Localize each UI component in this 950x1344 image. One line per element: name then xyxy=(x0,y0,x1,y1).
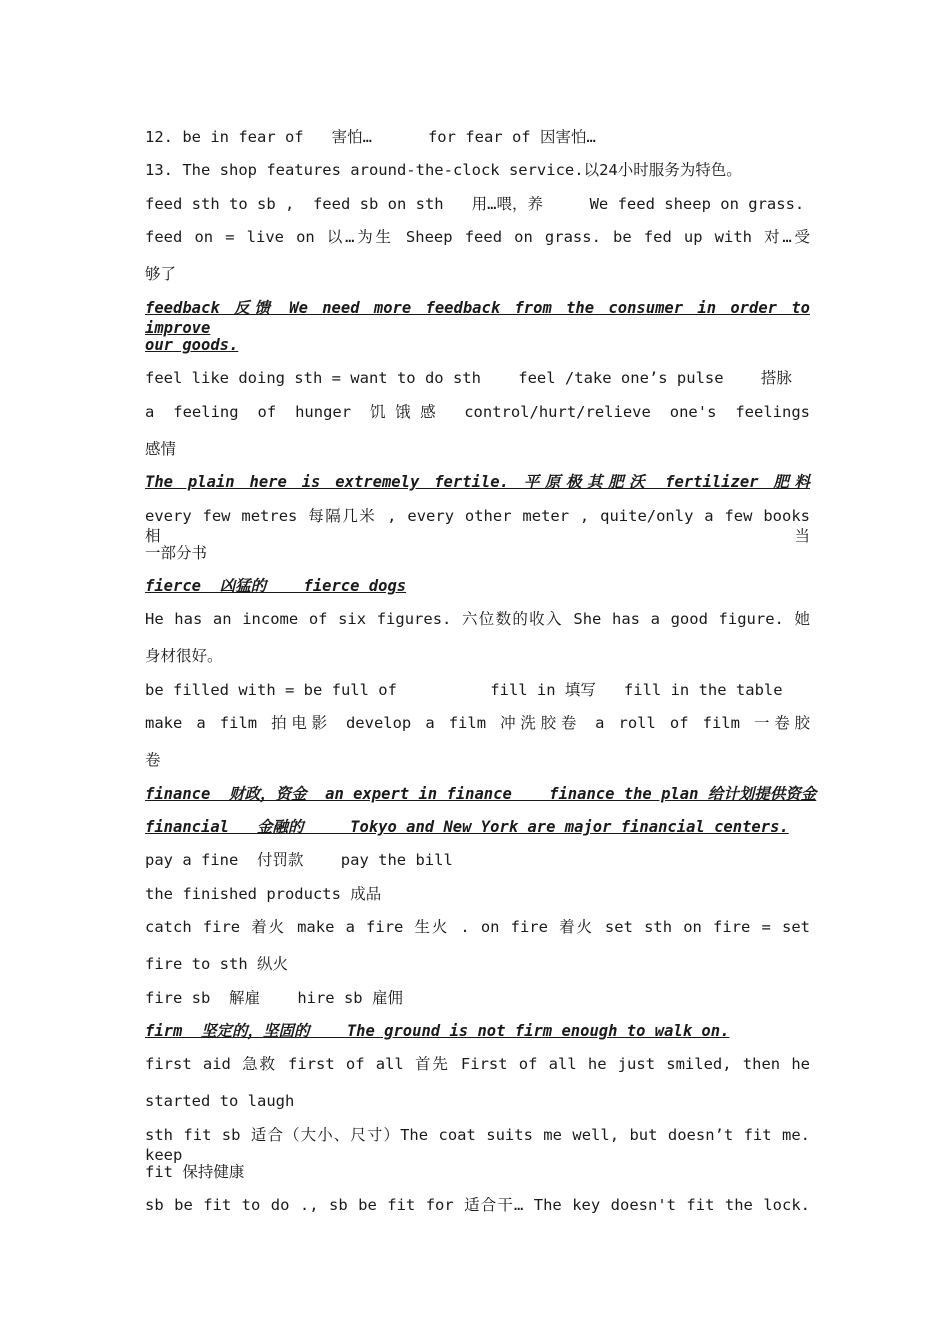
text-line: He has an income of six figures. 六位数的收入 She has a good figure. 她 xyxy=(145,610,810,628)
text-line: sb be fit to do ., sb be fit for 适合干… The key doesn't fit the lock. xyxy=(145,1196,810,1214)
text-line: the finished products 成品 xyxy=(145,885,382,903)
text-line: sth fit sb 适合（大小、尺寸）The coat suits me well, but doesn’t fit me. keep xyxy=(145,1126,810,1164)
text-line: 够了 xyxy=(145,265,177,283)
text-line: 12. be in fear of 害怕… for fear of 因害怕… xyxy=(145,128,596,146)
text-line: pay a fine 付罚款 pay the bill xyxy=(145,851,453,869)
text-line: 卷 xyxy=(145,751,161,769)
text-line: started to laugh xyxy=(145,1092,295,1110)
text-line: 13. The shop features around-the-clock service.以24小时服务为特色。 xyxy=(145,161,742,179)
text-line: fire to sth 纵火 xyxy=(145,955,288,973)
emphasis-line: fierce 凶猛的 fierce dogs xyxy=(145,577,407,595)
text-line: 一部分书 xyxy=(145,544,208,562)
text-line: 身材很好。 xyxy=(145,647,223,665)
text-line: first aid 急救 first of all 首先 First of all he just smiled, then he xyxy=(145,1055,810,1073)
emphasis-line: finance 财政，资金 an expert in finance finance the plan 给计划提供资金 xyxy=(145,785,817,803)
text-line: feel like doing sth = want to do sth feel /take one’s pulse 搭脉 xyxy=(145,369,792,387)
text-line: fit 保持健康 xyxy=(145,1163,245,1181)
text-line: every few metres 每隔几米 , every other meter , quite/only a few books 相当 xyxy=(145,507,810,545)
text-line: a feeling of hunger 饥饿感 control/hurt/relieve one's feelings xyxy=(145,403,810,421)
emphasis-line: The plain here is extremely fertile. 平原极其肥沃 fertilizer 肥料 xyxy=(145,473,810,491)
emphasis-line: feedback 反馈 We need more feedback from the consumer in order to improve xyxy=(145,299,810,337)
text-line: fire sb 解雇 hire sb 雇佣 xyxy=(145,989,403,1007)
text-line: be filled with = be full of fill in 填写 fill in the table xyxy=(145,681,783,699)
text-line: 感情 xyxy=(145,440,177,458)
text-line: catch fire 着火 make a fire 生火 . on fire 着火 set sth on fire = set xyxy=(145,918,810,936)
text-line: make a film 拍电影 develop a film 冲洗胶卷 a roll of film 一卷胶 xyxy=(145,714,810,732)
text-line: feed sth to sb , feed sb on sth 用…喂，养 We feed sheep on grass. xyxy=(145,195,805,213)
emphasis-line: financial 金融的 Tokyo and New York are major financial centers. xyxy=(145,818,789,836)
emphasis-line: firm 坚定的，坚固的 The ground is not firm enough to walk on. xyxy=(145,1022,730,1040)
text-line: feed on = live on 以…为生 Sheep feed on grass. be fed up with 对…受 xyxy=(145,228,810,246)
emphasis-line: our goods. xyxy=(145,336,239,354)
